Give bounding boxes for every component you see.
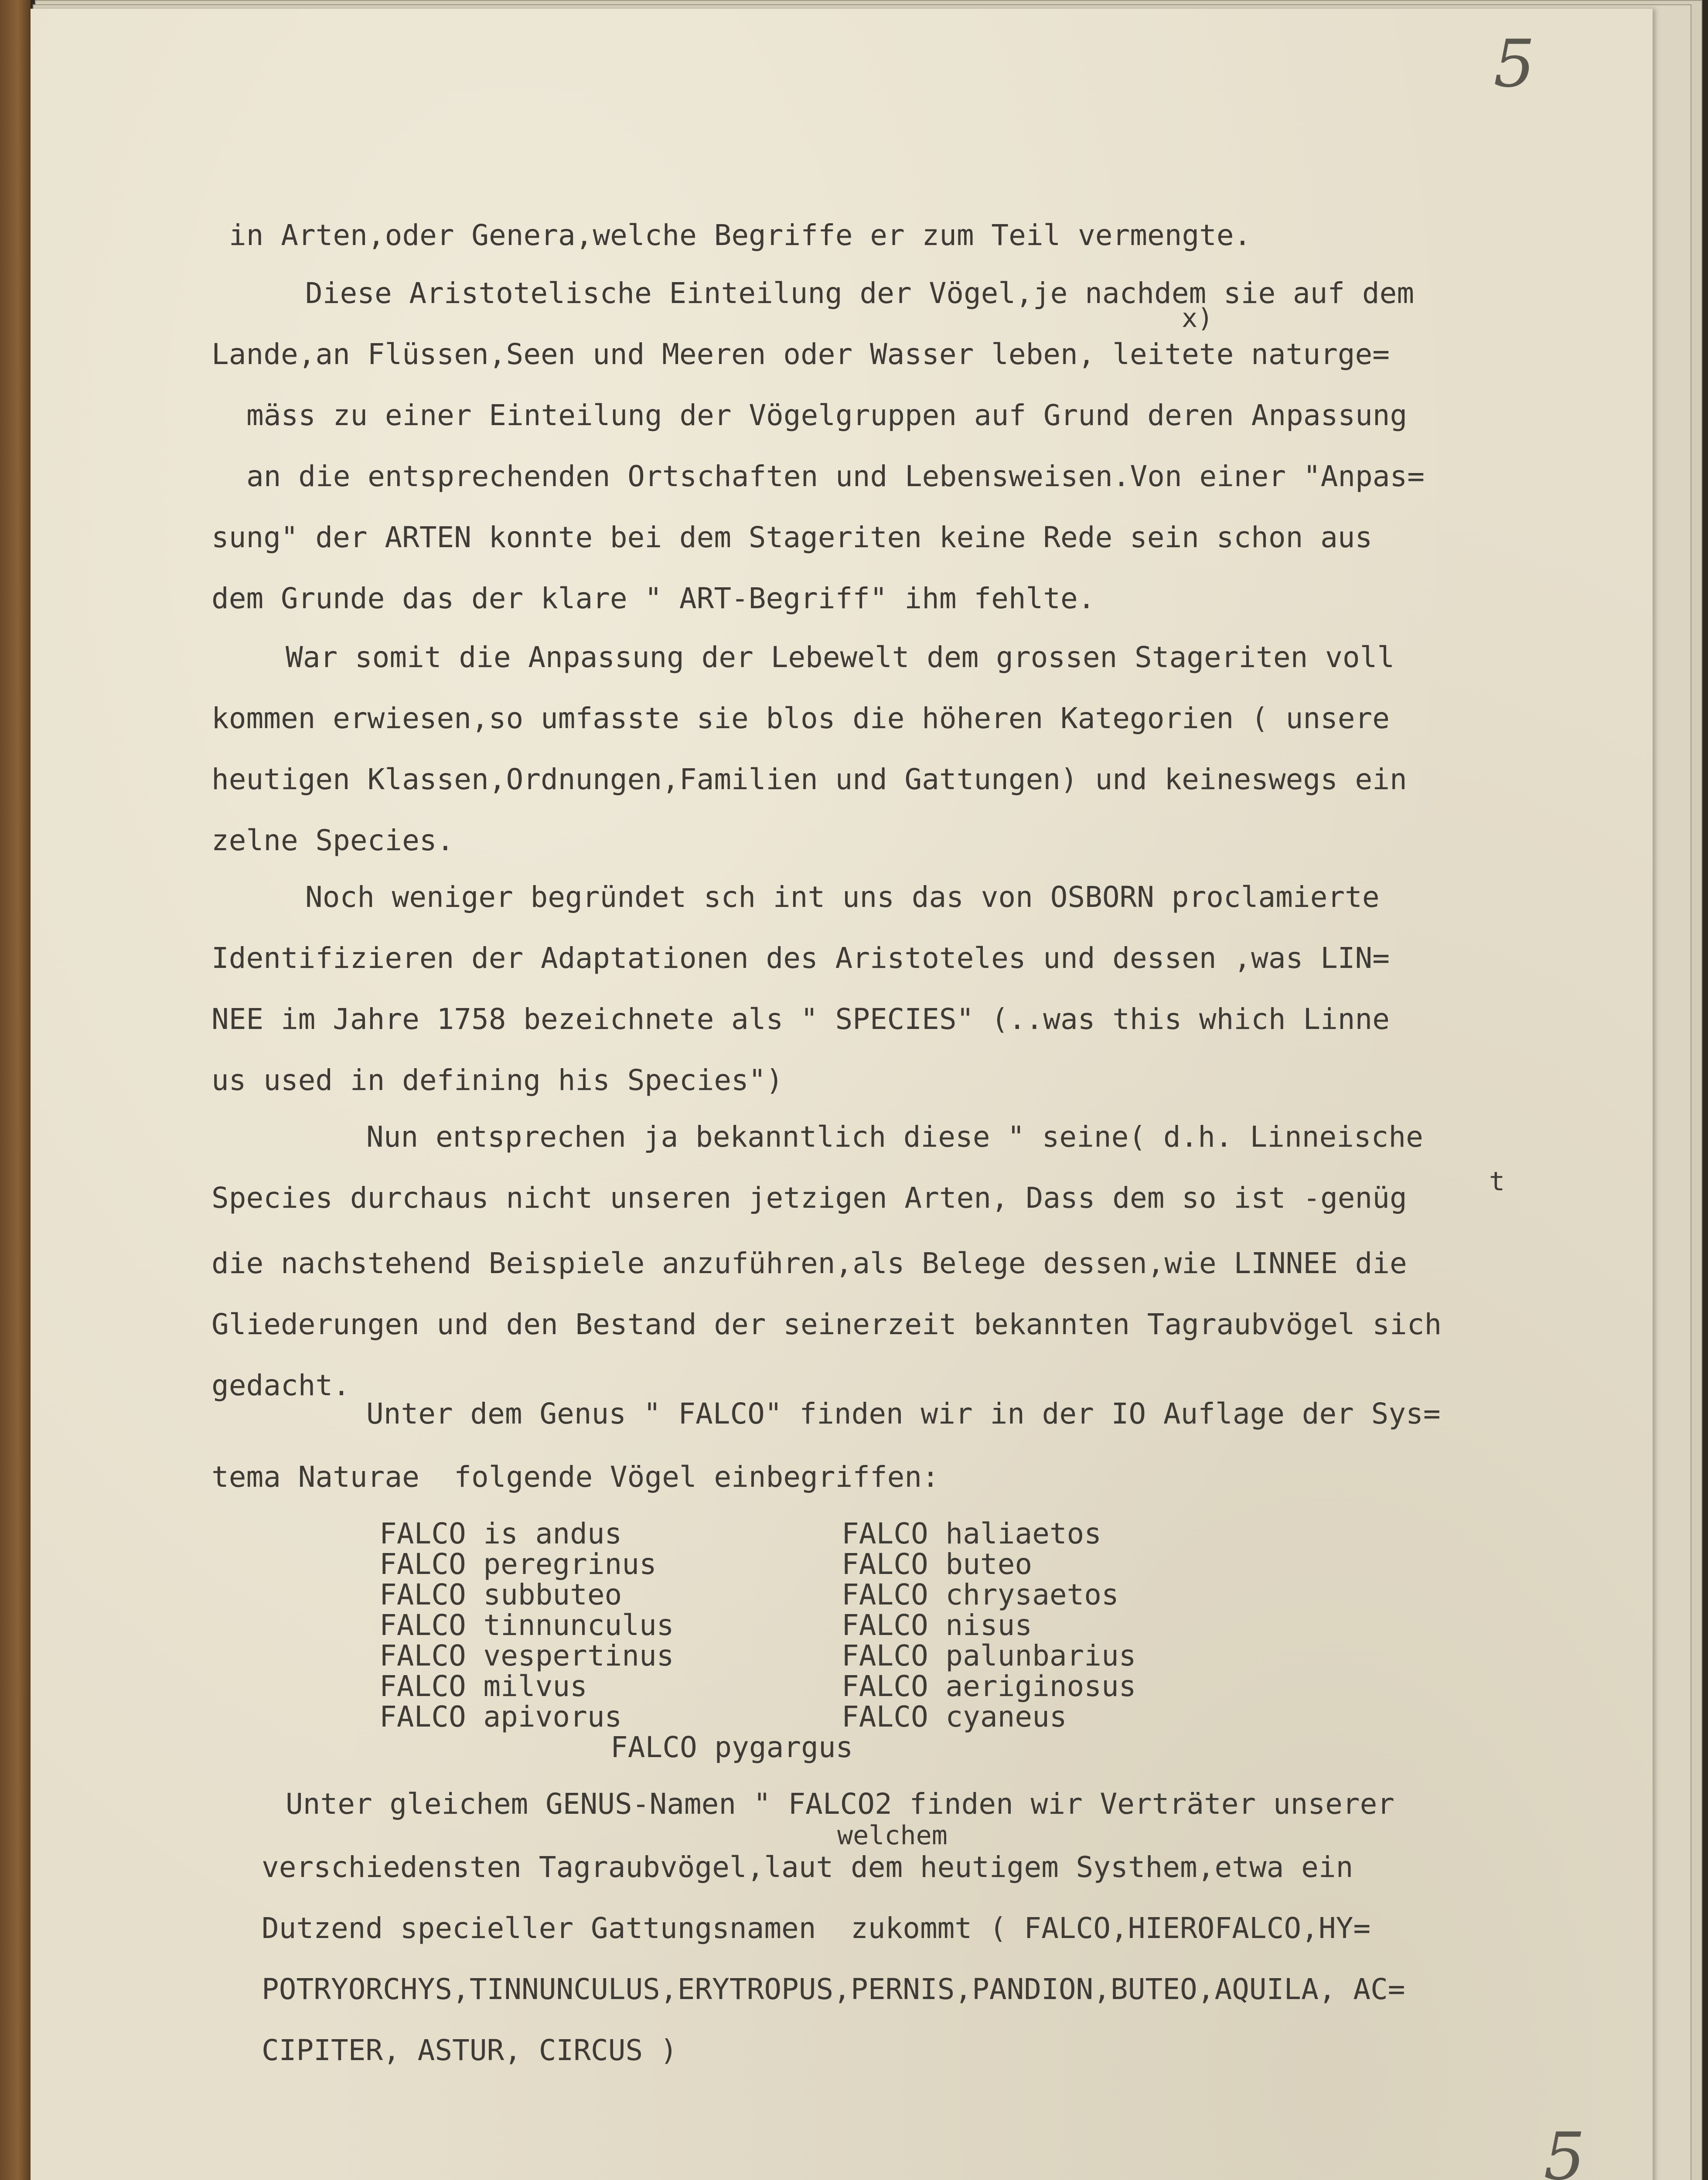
list-item: FALCO peregrinus bbox=[379, 1547, 657, 1581]
text-line: Identifizieren der Adaptationen des Aristoteles und dessen ,was LIN= bbox=[211, 941, 1390, 975]
text-line: tema Naturae folgende Vögel einbegriffen: bbox=[211, 1460, 939, 1494]
list-item: FALCO aeriginosus bbox=[842, 1669, 1136, 1703]
binder-cover bbox=[0, 0, 31, 2180]
text-line: POTRYORCHYS,TINNUNCULUS,ERYTROPUS,PERNIS,PANDION,BUTEO,AQUILA, AC= bbox=[262, 1972, 1405, 2006]
text-line: an die entsprechenden Ortschaften und Lebensweisen.Von einer "Anpas= bbox=[246, 460, 1425, 493]
text-line: zelne Species. bbox=[211, 824, 454, 857]
list-item: FALCO cyaneus bbox=[842, 1700, 1067, 1734]
text-line: Unter dem Genus " FALCO" finden wir in der IO Auflage der Sys= bbox=[366, 1397, 1441, 1431]
text-line: us used in defining his Species") bbox=[211, 1063, 784, 1097]
list-item: FALCO nisus bbox=[842, 1608, 1033, 1642]
text-line: dem Grunde das der klare " ART-Begriff" ihm fehlte. bbox=[211, 582, 1095, 615]
typewritten-page bbox=[31, 9, 1653, 2180]
footnote-marker: x) bbox=[1182, 303, 1214, 334]
text-line: kommen erwiesen,so umfasste sie blos die höheren Kategorien ( unsere bbox=[211, 702, 1390, 735]
text-line: Nun entsprechen ja bekanntlich diese " seine( d.h. Linneische bbox=[366, 1120, 1423, 1154]
list-item: FALCO subbuteo bbox=[379, 1578, 622, 1611]
list-item: FALCO haliaetos bbox=[842, 1517, 1102, 1550]
page-number-bottom: 5 bbox=[1544, 2119, 1585, 2180]
text-line: sung" der ARTEN konnte bei dem Stageriten keine Rede sein schon aus bbox=[211, 521, 1373, 554]
text-line: die nachstehend Beispiele anzuführen,als Belege dessen,wie LINNEE die bbox=[211, 1247, 1407, 1280]
text-line: heutigen Klassen,Ordnungen,Familien und Gattungen) und keineswegs ein bbox=[211, 763, 1407, 796]
text-line: Unter gleichem GENUS-Namen " FALCO2 finden wir Verträter unserer bbox=[286, 1787, 1395, 1821]
text-line: Species durchaus nicht unseren jetzigen Arten, Dass dem so ist -genüg bbox=[211, 1181, 1407, 1215]
text-line: Gliederungen und den Bestand der seinerzeit bekannten Tagraubvögel sich bbox=[211, 1308, 1442, 1341]
superscript-letter: t bbox=[1489, 1166, 1505, 1197]
list-item: FALCO apivorus bbox=[379, 1700, 622, 1734]
text-line: Dutzend specieller Gattungsnamen zukommt ( FALCO,HIEROFALCO,HY= bbox=[262, 1911, 1371, 1945]
list-item: FALCO is andus bbox=[379, 1517, 622, 1550]
text-line: CIPITER, ASTUR, CIRCUS ) bbox=[262, 2034, 678, 2067]
list-item: FALCO palunbarius bbox=[842, 1639, 1136, 1672]
list-item: FALCO tinnunculus bbox=[379, 1608, 674, 1642]
list-item: FALCO vespertinus bbox=[379, 1639, 674, 1672]
list-item: FALCO pygargus bbox=[610, 1730, 853, 1764]
text-line: Lande,an Flüssen,Seen und Meeren oder Wasser leben, leitete naturge= bbox=[211, 337, 1390, 371]
list-item: FALCO milvus bbox=[379, 1669, 587, 1703]
text-line: War somit die Anpassung der Lebewelt dem grossen Stageriten voll bbox=[286, 640, 1395, 674]
interlinear-insert: welchem bbox=[837, 1820, 948, 1851]
text-line: verschiedensten Tagraubvögel,laut dem heutigem Systhem,etwa ein bbox=[262, 1850, 1353, 1884]
page-number-top: 5 bbox=[1493, 26, 1535, 102]
text-line: gedacht. bbox=[211, 1369, 350, 1402]
text-line: NEE im Jahre 1758 bezeichnete als " SPECIES" (..was this which Linne bbox=[211, 1002, 1390, 1036]
list-item: FALCO chrysaetos bbox=[842, 1578, 1119, 1611]
text-line: Diese Aristotelische Einteilung der Vögel,je nachdem sie auf dem bbox=[305, 276, 1415, 310]
text-line: Noch weniger begründet sch int uns das von OSBORN proclamierte bbox=[305, 880, 1380, 914]
text-line: mäss zu einer Einteilung der Vögelgruppen auf Grund deren Anpassung bbox=[246, 399, 1408, 432]
text-line: in Arten,oder Genera,welche Begriffe er zum Teil vermengte. bbox=[229, 218, 1251, 252]
list-item: FALCO buteo bbox=[842, 1547, 1033, 1581]
